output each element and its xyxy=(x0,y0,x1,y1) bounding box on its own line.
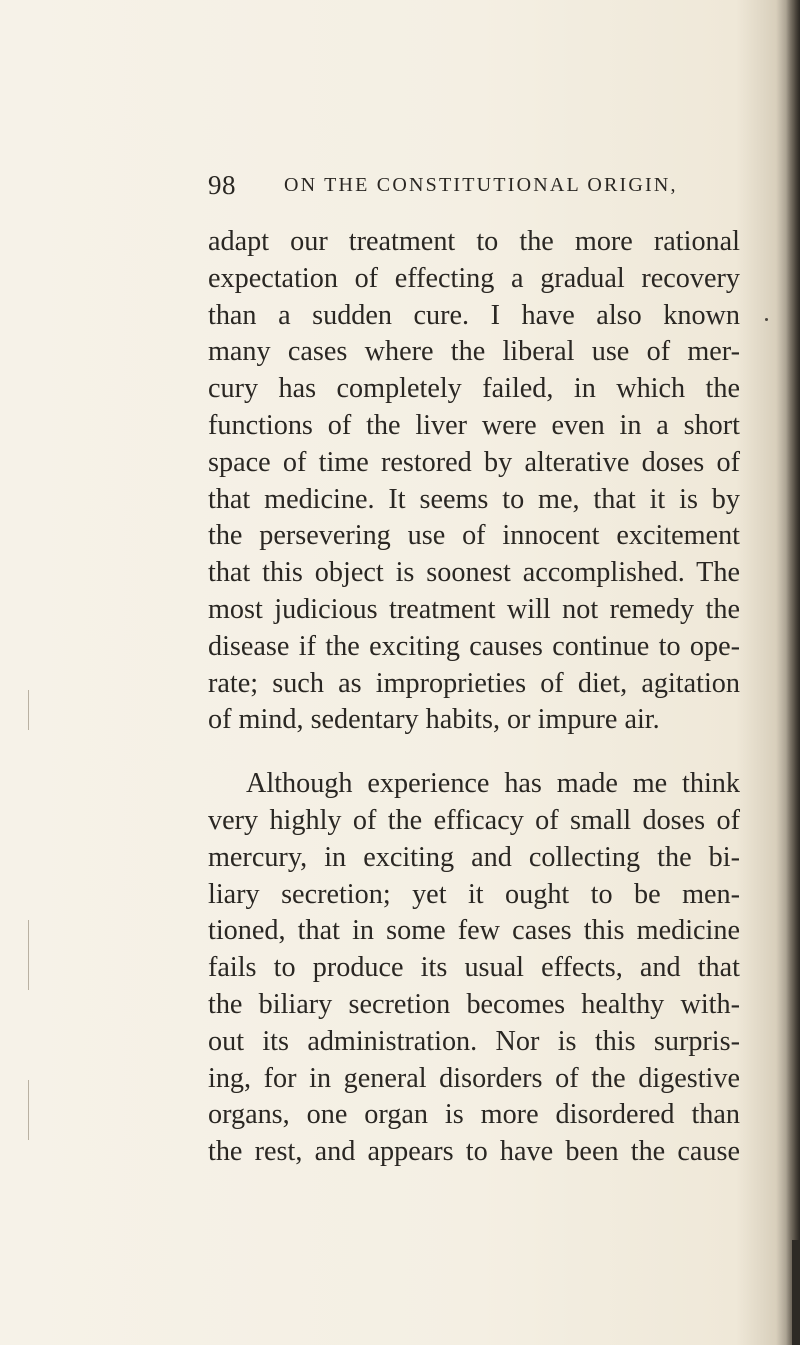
text-line: of mind, sedentary habits, or impure air. xyxy=(208,704,660,736)
text-line: adapt our treatment to the more rational xyxy=(208,226,740,257)
paragraph-1 xyxy=(208,224,740,739)
text-line: expectation of effecting a gradual recovery xyxy=(208,262,740,294)
text-line: organs, one organ is more disordered than xyxy=(208,1099,740,1131)
text-line: space of time restored by alterative doses of xyxy=(208,446,740,478)
page-edge-shadow xyxy=(786,0,800,1345)
text-line: disease if the exciting causes continue to ope- xyxy=(208,630,740,662)
paragraph-spacer xyxy=(208,739,740,766)
text-line: liary secretion; yet it ought to be men- xyxy=(208,878,740,910)
margin-mark xyxy=(28,920,29,990)
text-line: that medicine. It seems to me, that it is by xyxy=(208,483,740,515)
text-line: cury has completely failed, in which the xyxy=(208,373,740,405)
text-line: fails to produce its usual effects, and that xyxy=(208,952,740,984)
text-line: the biliary secretion becomes healthy with- xyxy=(208,988,740,1020)
text-line: the rest, and appears to have been the cause xyxy=(208,1136,740,1168)
text-line: Although experience has made me think xyxy=(246,768,740,800)
text-line: functions of the liver were even in a short xyxy=(208,409,740,441)
text-line: tioned, that in some few cases this medicine xyxy=(208,915,740,947)
text-line: rate; such as improprieties of diet, agitation xyxy=(208,667,740,699)
text-line: most judicious treatment will not remedy the xyxy=(208,593,740,625)
margin-mark xyxy=(28,1080,29,1140)
text-line: than a sudden cure. I have also known xyxy=(208,299,740,331)
running-head xyxy=(208,170,708,200)
body-text xyxy=(208,224,740,1171)
text-line: that this object is soonest accomplished. The xyxy=(208,557,740,589)
page-number: 98 xyxy=(208,170,236,200)
running-title: ON THE CONSTITUTIONAL ORIGIN, xyxy=(284,174,678,196)
margin-speck xyxy=(765,318,768,321)
text-line: ing, for in general disorders of the digestive xyxy=(208,1062,740,1094)
paragraph-2 xyxy=(208,766,740,1171)
text-line: out its administration. Nor is this surpris- xyxy=(208,1025,740,1057)
page-edge-dark xyxy=(792,1240,800,1345)
text-line: the persevering use of innocent excitement xyxy=(208,520,740,552)
text-line: mercury, in exciting and collecting the bi- xyxy=(208,841,740,873)
text-line: very highly of the efficacy of small doses of xyxy=(208,804,740,836)
margin-mark xyxy=(28,690,29,730)
text-line: many cases where the liberal use of mer- xyxy=(208,336,740,368)
